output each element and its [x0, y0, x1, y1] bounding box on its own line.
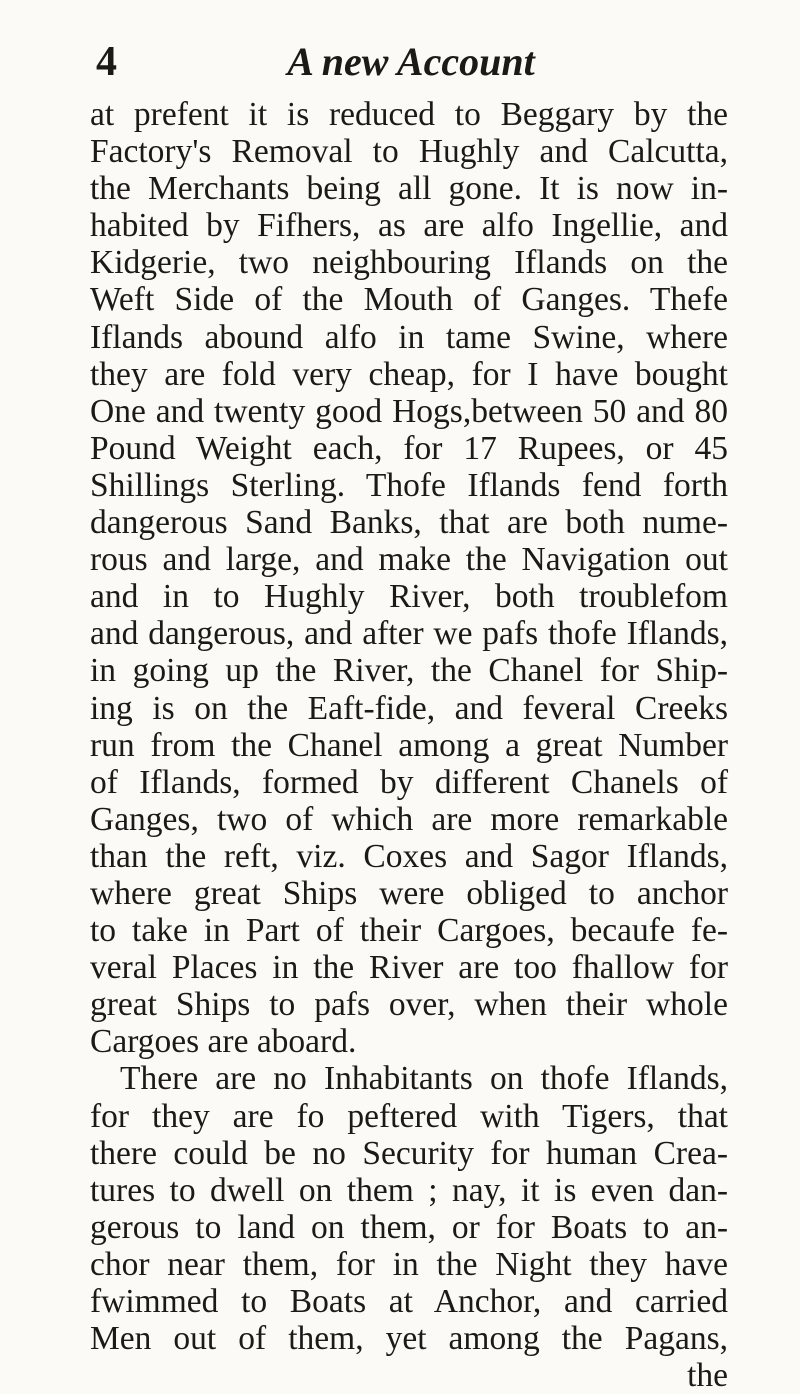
text-line: Cargoes are aboard. [90, 1023, 357, 1061]
page-header [96, 38, 726, 86]
text-line: there could be no Security for human Crea- [90, 1134, 728, 1172]
text-line: Iflands abound alfo in tame Swine, where [90, 318, 728, 356]
text-line: great Ships to pafs over, when their whole [90, 986, 728, 1024]
text-line: Shillings Sterling. Thofe Iflands fend forth [90, 466, 728, 504]
text-line: dangerous Sand Banks, that are both nume- [90, 504, 728, 542]
text-line: Weft Side of the Mouth of Ganges. Thefe [90, 281, 728, 319]
text-line: where great Ships were obliged to anchor [90, 874, 728, 912]
text-line: Men out of them, yet among the Pagans, [90, 1320, 728, 1358]
body-text [90, 96, 728, 1394]
text-line: veral Places in the River are too fhallow for [90, 949, 728, 987]
text-line: they are fold very cheap, for I have bought [90, 355, 728, 393]
text-line: gerous to land on them, or for Boats to an- [90, 1208, 728, 1246]
text-line: tures to dwell on them ; nay, it is even dan- [90, 1171, 728, 1209]
text-line: and dangerous, and after we pafs thofe Iflands, [90, 615, 728, 653]
text-line: There are no Inhabitants on thofe Iflands, [120, 1060, 728, 1098]
page-number: 4 [96, 39, 117, 85]
catchword: the [687, 1357, 728, 1394]
text-line: chor near them, for in the Night they have [90, 1245, 728, 1283]
text-line: Pound Weight each, for 17 Rupees, or 45 [90, 429, 728, 467]
text-line: for they are fo peftered with Tigers, that [90, 1097, 728, 1135]
text-line: run from the Chanel among a great Number [90, 726, 728, 764]
text-line: Kidgerie, two neighbouring Iflands on the [90, 244, 728, 282]
text-line: fwimmed to Boats at Anchor, and carried [90, 1283, 728, 1320]
text-line: habited by Fifhers, as are alfo Ingellie, and [90, 207, 728, 245]
text-line: of Iflands, formed by different Chanels of [90, 763, 728, 801]
text-line: Factory's Removal to Hughly and Calcutta, [90, 133, 728, 171]
text-line: in going up the River, the Chanel for Ship- [90, 652, 728, 690]
text-line: ing is on the Eaft-fide, and feveral Creeks [90, 689, 728, 727]
text-line: at prefent it is reduced to Beggary by the [90, 96, 728, 133]
text-line: than the reft, viz. Coxes and Sagor Iflands, [90, 837, 728, 875]
text-line: rous and large, and make the Navigation out [90, 541, 728, 579]
running-title: A new Account [287, 39, 535, 84]
text-line: and in to Hughly River, both troublefom [90, 578, 728, 616]
text-line: Ganges, two of which are more remarkable [90, 800, 728, 838]
text-line: to take in Part of their Cargoes, becaufe fe- [90, 912, 728, 950]
text-line: the Merchants being all gone. It is now in- [90, 170, 728, 208]
text-line: One and twenty good Hogs,between 50 and 80 [90, 392, 728, 430]
